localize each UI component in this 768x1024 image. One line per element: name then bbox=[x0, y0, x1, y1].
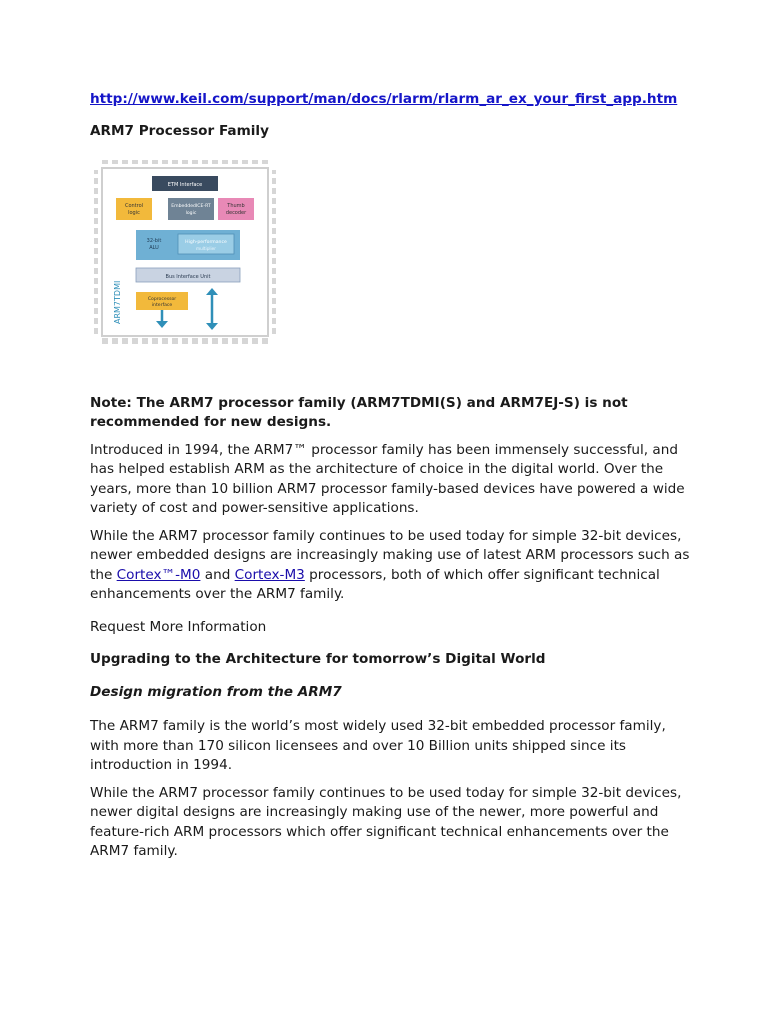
control-logic-block bbox=[116, 198, 152, 220]
thumb-label-1: Thumb bbox=[227, 202, 245, 209]
multiplier-label-1: High-performance bbox=[185, 239, 227, 245]
paragraph-cortex-middle: and bbox=[200, 566, 235, 583]
alu-label-1: 32-bit bbox=[146, 237, 162, 244]
embeddedice-label-2: logic bbox=[185, 210, 197, 216]
heading-design-migration: Design migration from the ARM7 bbox=[90, 683, 342, 700]
paragraph-cortex-after: processors, both of which offer significant technical enhancements over the ARM7 family. bbox=[90, 566, 660, 602]
paragraph-newer-designs: While the ARM7 processor family continues to be used today for simple 32-bit devices, newer digital designs are increasingly making use of the newer, more powerful and feature-rich ARM processors which offer significant technical enhancements over the ARM7 family. bbox=[90, 784, 682, 859]
heading-arm7-family: ARM7 Processor Family bbox=[90, 123, 269, 139]
keil-url-link[interactable]: http://www.keil.com/support/man/docs/rlarm/rlarm_ar_ex_your_first_app.htm bbox=[90, 91, 678, 107]
embeddedice-label-1: EmbeddedICE-RT bbox=[171, 203, 211, 209]
arm7tdmi-block-diagram bbox=[90, 156, 280, 350]
paragraph-cortex-before: While the ARM7 processor family continues to be used today for simple 32-bit devices, newer embedded designs are increasingly making use of latest ARM processors such as the bbox=[90, 527, 690, 583]
request-more-information: Request More Information bbox=[90, 618, 267, 635]
paragraph-introduced: Introduced in 1994, the ARM7™ processor family has been immensely successful, and has helped establish ARM as the architecture of choice in the digital world. Over the years, more than 10 billion ARM7 processor family-based devices have powered a wide variety of cost and power-sensitive applications. bbox=[90, 441, 685, 516]
paragraph-cortex bbox=[90, 527, 690, 605]
bus-label: Bus Interface Unit bbox=[165, 273, 211, 280]
note-not-recommended: Note: The ARM7 processor family (ARM7TDMI(S) and ARM7EJ-S) is not recommended for new designs. bbox=[90, 394, 628, 430]
document-page bbox=[90, 90, 690, 862]
paragraph-arm7-most-used: The ARM7 family is the world’s most widely used 32-bit embedded processor family, with more than 170 silicon licensees and over 10 Billion units shipped since its introduction in 1994. bbox=[90, 718, 666, 773]
cortex-m0-link[interactable]: Cortex™-M0 bbox=[116, 566, 201, 583]
thumb-decoder-block bbox=[218, 198, 254, 220]
alu-label-2: ALU bbox=[149, 244, 159, 251]
control-label-2: logic bbox=[128, 209, 140, 216]
heading-upgrading: Upgrading to the Architecture for tomorrow’s Digital World bbox=[90, 651, 546, 667]
coprocessor-label-2: interface bbox=[151, 302, 173, 308]
multiplier-label-2: multiplier bbox=[196, 245, 216, 251]
embeddedice-block bbox=[168, 198, 214, 220]
etm-label: ETM Interface bbox=[167, 181, 203, 188]
thumb-label-2: decoder bbox=[225, 209, 247, 216]
cortex-m3-link[interactable]: Cortex-M3 bbox=[234, 566, 305, 583]
coprocessor-label-1: Coprocessor bbox=[147, 296, 177, 302]
control-label-1: Control bbox=[124, 202, 144, 209]
arm7tdmi-side-label: ARM7TDMI bbox=[113, 280, 122, 324]
